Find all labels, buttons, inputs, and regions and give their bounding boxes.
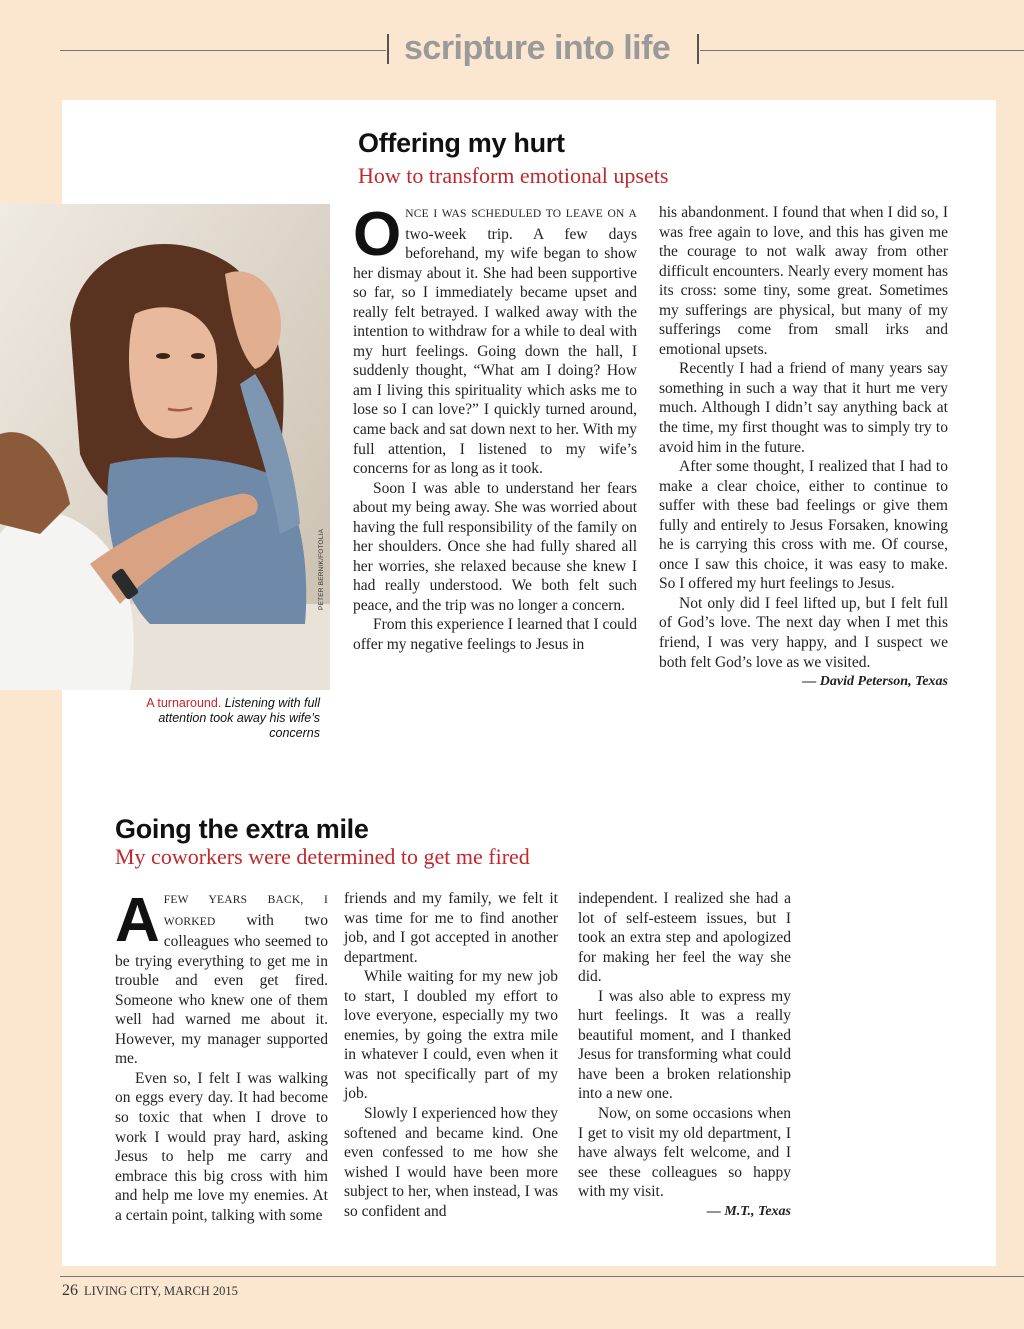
header-rule-left — [60, 50, 386, 51]
article2-paragraph: I was also able to express my hurt feelings. It was a really beautiful moment, and I thanked Jesus for transforming what could have been a broken relationship into a new one. — [578, 987, 791, 1103]
article1-subtitle: How to transform emotional upsets — [358, 163, 669, 188]
section-header — [60, 28, 1024, 72]
header-tick-right — [697, 34, 699, 64]
article2-lead-in: FEW YEARS BACK, I WORKED — [163, 894, 328, 928]
article2-paragraph: Even so, I felt I was walking on eggs every day. It had become so toxic that when I drove to work I would pray hard, asking Jesus to help me carry and embrace this big cross with him and help me love my enemies. At a certain point, talking with some — [115, 1069, 328, 1224]
footer-rule — [60, 1276, 1024, 1277]
article1-dropcap: O — [353, 200, 402, 269]
article1-paragraph: Soon I was able to understand her fears about my being away. She was worried about having the full responsibility of the family on her shoulders. Once she had fully shared all her worries, she relaxed because she knew I had really understood. We both felt such peace, and the trip was no longer a concern. — [353, 479, 637, 614]
page-number: 26 — [62, 1282, 78, 1299]
article1-byline: — David Peterson, Texas — [802, 674, 948, 690]
article2-paragraph: Slowly I experienced how they softened and became kind. One even confessed to me how she wished I would have been more subject to her, when instead, I was so confident and — [344, 1105, 558, 1220]
article2-paragraph: friends and my family, we felt it was time for me to find another job, and I got accepted in another department. — [344, 890, 558, 966]
article1-paragraph: Not only did I feel lifted up, but I felt full of God’s love. The next day when I met this friend, I was very happy, and I suspect we both felt God’s love as we visited. — [659, 594, 948, 671]
article1-text: two-week trip. A few days beforehand, my wife began to show her dismay about it. She had been supportive so far, so I immediately became upset and really felt betrayed. I walked away with the intention to withdraw for a while to deal with my hurt feelings. Going down the hall, I suddenly thought, “What am I doing? How am I living this spirituality which asks me to lose so I can love?” I quickly turned around, came back and sat down next to her. With my full attention, I listened to my wife’s concerns for as long as it took. — [353, 225, 637, 478]
photo-credit: PETER BERNIK/FOTOLIA — [318, 528, 325, 610]
article1-column-1 — [353, 200, 637, 655]
article2-column-3 — [578, 889, 791, 1221]
article1-title: Offering my hurt — [358, 128, 565, 158]
article2-text: with two colleagues who seemed to be trying everything to get me in trouble and even get fired. Someone who knew one of them well had warned me about it. However, my manager supported me. — [115, 911, 328, 1068]
article2-byline: — M.T., Texas — [706, 1203, 791, 1219]
article2-column-1 — [115, 886, 328, 1225]
article2-paragraph: independent. I realized she had a lot of self-esteem issues, but I took an extra step and apologized for making her feel the way she did. — [578, 890, 791, 986]
article1-paragraph — [353, 200, 637, 479]
couple-photo-illustration — [0, 204, 330, 690]
header-rule-right — [700, 50, 1024, 51]
caption-text: Listening with full attention took away his wife’s concerns — [158, 696, 320, 740]
publication-info: LIVING CITY, MARCH 2015 — [84, 1284, 238, 1298]
article2-paragraph: While waiting for my new job to start, I doubled my effort to love everyone, especially my two enemies, by going the extra mile in whatever I could, even when it was not specifically part of my job. — [344, 968, 558, 1103]
article2-dropcap: A — [115, 886, 160, 955]
article1-paragraph: Recently I had a friend of many years say something in such a way that it hurt me very much. Although I didn’t say anything back at the time, my first thought was to simply try to avoid him in the future. — [659, 360, 948, 456]
caption-lead: A turnaround. — [146, 696, 222, 710]
article-photo — [0, 204, 330, 690]
header-tick-left — [387, 34, 389, 64]
article2-column-2 — [344, 889, 558, 1221]
section-title: scripture into life — [404, 29, 671, 67]
article2-title: Going the extra mile — [115, 814, 369, 844]
article1-paragraph: his abandonment. I found that when I did so, I was free again to love, and this has given me the courage to not walk away from other difficult encounters. Nearly every moment has its cross: some tiny, some great. Sometimes my sufferings are physical, but many of my sufferings come from small irks and emotional upsets. — [659, 204, 948, 358]
article2-subtitle: My coworkers were determined to get me fired — [115, 844, 530, 869]
article1-paragraph: After some thought, I realized that I had to make a clear choice, either to continue to suffer with these bad feelings or give them fully and entirely to Jesus Forsaken, knowing he is carrying this cross with me. Of course, once I saw this choice, it was easy to make. So I offered my hurt feelings to Jesus. — [659, 458, 948, 593]
article2-paragraph — [115, 886, 328, 1069]
page-folio — [62, 1282, 238, 1300]
photo-caption — [110, 696, 320, 741]
article2-paragraph: Now, on some occasions when I get to visit my old department, I have always felt welcome, and I see these colleagues so happy with my visit. — [578, 1105, 791, 1201]
article1-lead-in: NCE I WAS SCHEDULED TO LEAVE ON A — [405, 208, 637, 220]
article1-column-2 — [659, 203, 948, 692]
article1-paragraph: From this experience I learned that I could offer my negative feelings to Jesus in — [353, 616, 637, 654]
